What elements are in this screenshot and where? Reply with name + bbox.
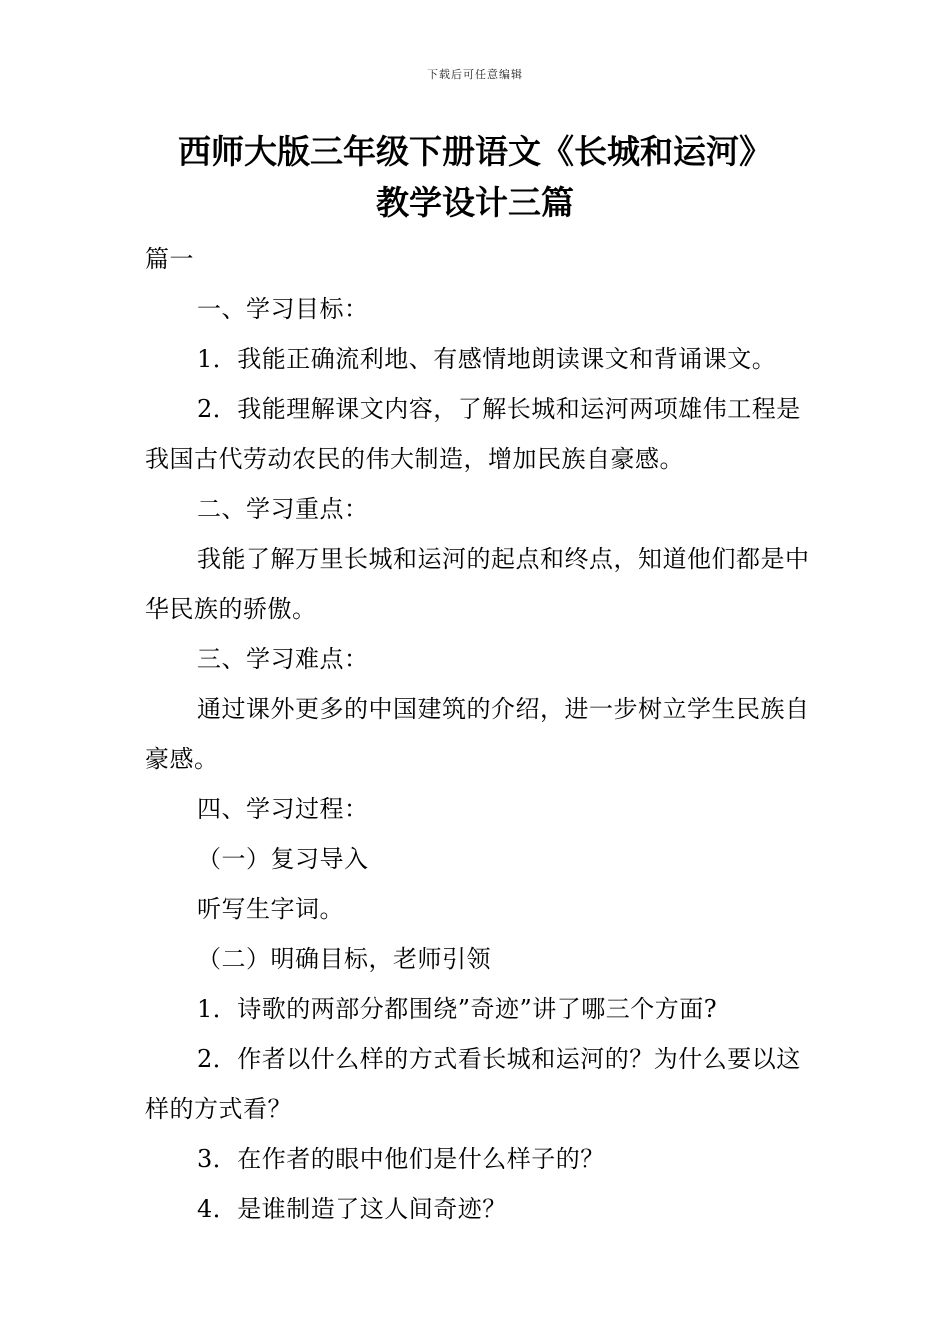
question-item-1: 1．诗歌的两部分都围绕”奇迹”讲了哪三个方面? <box>197 995 718 1023</box>
process-step-2: （二）明确目标，老师引领 <box>197 945 491 973</box>
question-item-4: 4．是谁制造了这人间奇迹？ <box>197 1195 507 1223</box>
difficulties-text: 通过课外更多的中国建筑的介绍，进一步树立学生民族自豪感。 <box>145 695 810 773</box>
goal-item-1: 1．我能正确流利地、有感情地朗读课文和背诵课文。 <box>197 345 777 373</box>
question-item-2: 2．作者以什么样的方式看长城和运河的？为什么要以这样的方式看？ <box>145 1045 801 1123</box>
process-step-1-text: 听写生字词。 <box>197 895 344 923</box>
key-points-text: 我能了解万里长城和运河的起点和终点，知道他们都是中华民族的骄傲。 <box>145 545 810 623</box>
process-step-1: （一）复习导入 <box>197 845 369 873</box>
goal-item-2: 2．我能理解课文内容，了解长城和运河两项雄伟工程是我国古代劳动农民的伟大制造，增加民族自豪感。 <box>145 395 801 473</box>
question-item-3: 3．在作者的眼中他们是什么样子的？ <box>197 1145 605 1173</box>
heading-key-points: 二、学习重点： <box>197 495 369 523</box>
heading-learning-goals: 一、学习目标： <box>197 295 369 323</box>
heading-learning-process: 四、学习过程： <box>197 795 369 823</box>
document-body <box>145 234 815 1234</box>
heading-difficulties: 三、学习难点： <box>197 645 369 673</box>
page-header-note: 下载后可任意编辑 <box>427 68 523 81</box>
document-title-line-2: 教学设计三篇 <box>376 183 574 222</box>
document-title-line-1: 西师大版三年级下册语文《长城和运河》 <box>178 132 772 171</box>
section-label: 篇一 <box>145 245 194 273</box>
